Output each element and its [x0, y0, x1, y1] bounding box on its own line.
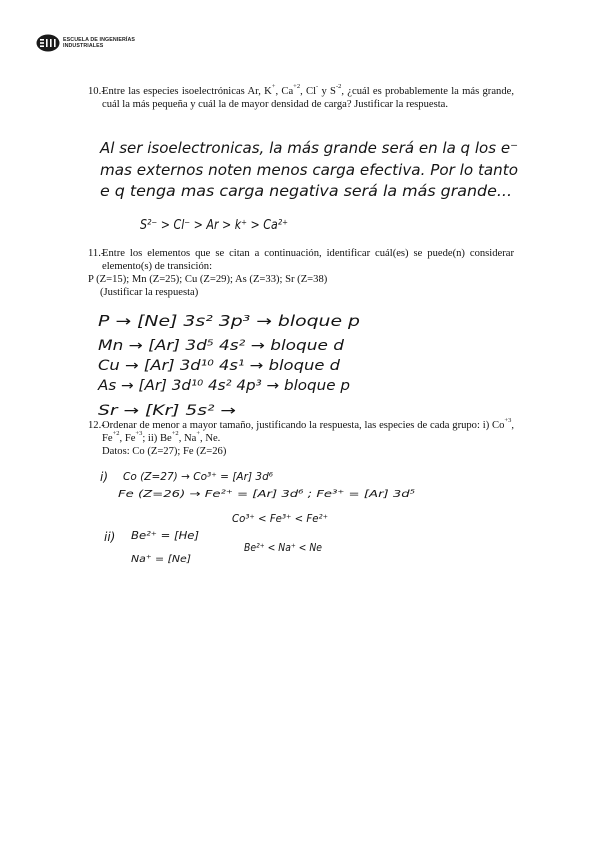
logo-line-2: INDUSTRIALES: [63, 43, 104, 49]
config-line: Sr → [Kr] 5s² →: [98, 403, 237, 419]
config-line: Na⁺ = [Ne]: [131, 554, 192, 565]
question-number: 12.-: [88, 420, 105, 431]
justify-note: (Justificar la respuesta): [100, 287, 199, 298]
question-number: 11.-: [88, 248, 105, 259]
answer-line: Al ser isoelectronicas, la más grande será en la q los e⁻: [99, 139, 519, 157]
config-line: Be²⁺ = [He]: [131, 529, 199, 542]
order-line: Be²⁺ < Na⁺ < Ne: [244, 542, 322, 554]
config-line: Cu → [Ar] 3d¹⁰ 4s¹ → bloque d: [98, 358, 341, 374]
question-text: Entre los elementos que se citan a continuación, identificar cuál(es) se puede(n) considerar elemento(s) de transición:: [102, 248, 514, 272]
config-line: As → [Ar] 3d¹⁰ 4s² 4p³ → bloque p: [96, 378, 351, 394]
config-line: P → [Ne] 3s² 3p³ → bloque p: [98, 312, 360, 330]
question-text: Entre las especies isoelectrónicas Ar, K+, $Ca^{+2}$, Cl- y $S^{-2}$, ¿cuál es probablemente la más grande, cuál la más pequeña y cuál la de mayor densidad de carga? Justificar la respuesta.: [102, 83, 514, 110]
answer-line: e q tenga mas carga negativa será la más grande...: [100, 182, 512, 200]
answer-order: S²⁻ > Cl⁻ > Ar > k⁺ > Ca²⁺: [140, 218, 288, 233]
element-list: P (Z=15); Mn (Z=25); Cu (Z=29); As (Z=33); Sr (Z=38): [88, 274, 328, 285]
data-line: Datos: Co (Z=27); Fe (Z=26): [102, 446, 227, 457]
item-label: i): [100, 470, 109, 484]
config-line: Mn → [Ar] 3d⁵ 4s² → bloque d: [98, 338, 345, 354]
logo-line-1: ESCUELA DE INGENIERÍAS: [63, 37, 136, 43]
config-line: Co (Z=27) → Co³⁺ = [Ar] 3d⁶: [123, 470, 274, 483]
item-label: ii): [104, 530, 116, 544]
question-text: Ordenar de menor a mayor tamaño, justificando la respuesta, las especies de cada grupo: i) $Co^{+3}$, $Fe^{+2}$, $Fe^{+3}$; ii) $Be^{+2}$, Na+, Ne.: [102, 417, 514, 444]
answer-line: mas externos noten menos carga efectiva. Por lo tanto: [100, 161, 518, 179]
order-line: Co³⁺ < Fe³⁺ < Fe²⁺: [232, 512, 329, 525]
config-line: Fe (Z=26) → Fe²⁺ = [Ar] 3d⁶ ; Fe³⁺ = [Ar] 3d⁵: [118, 489, 415, 500]
question-number: 10.-: [88, 86, 105, 97]
